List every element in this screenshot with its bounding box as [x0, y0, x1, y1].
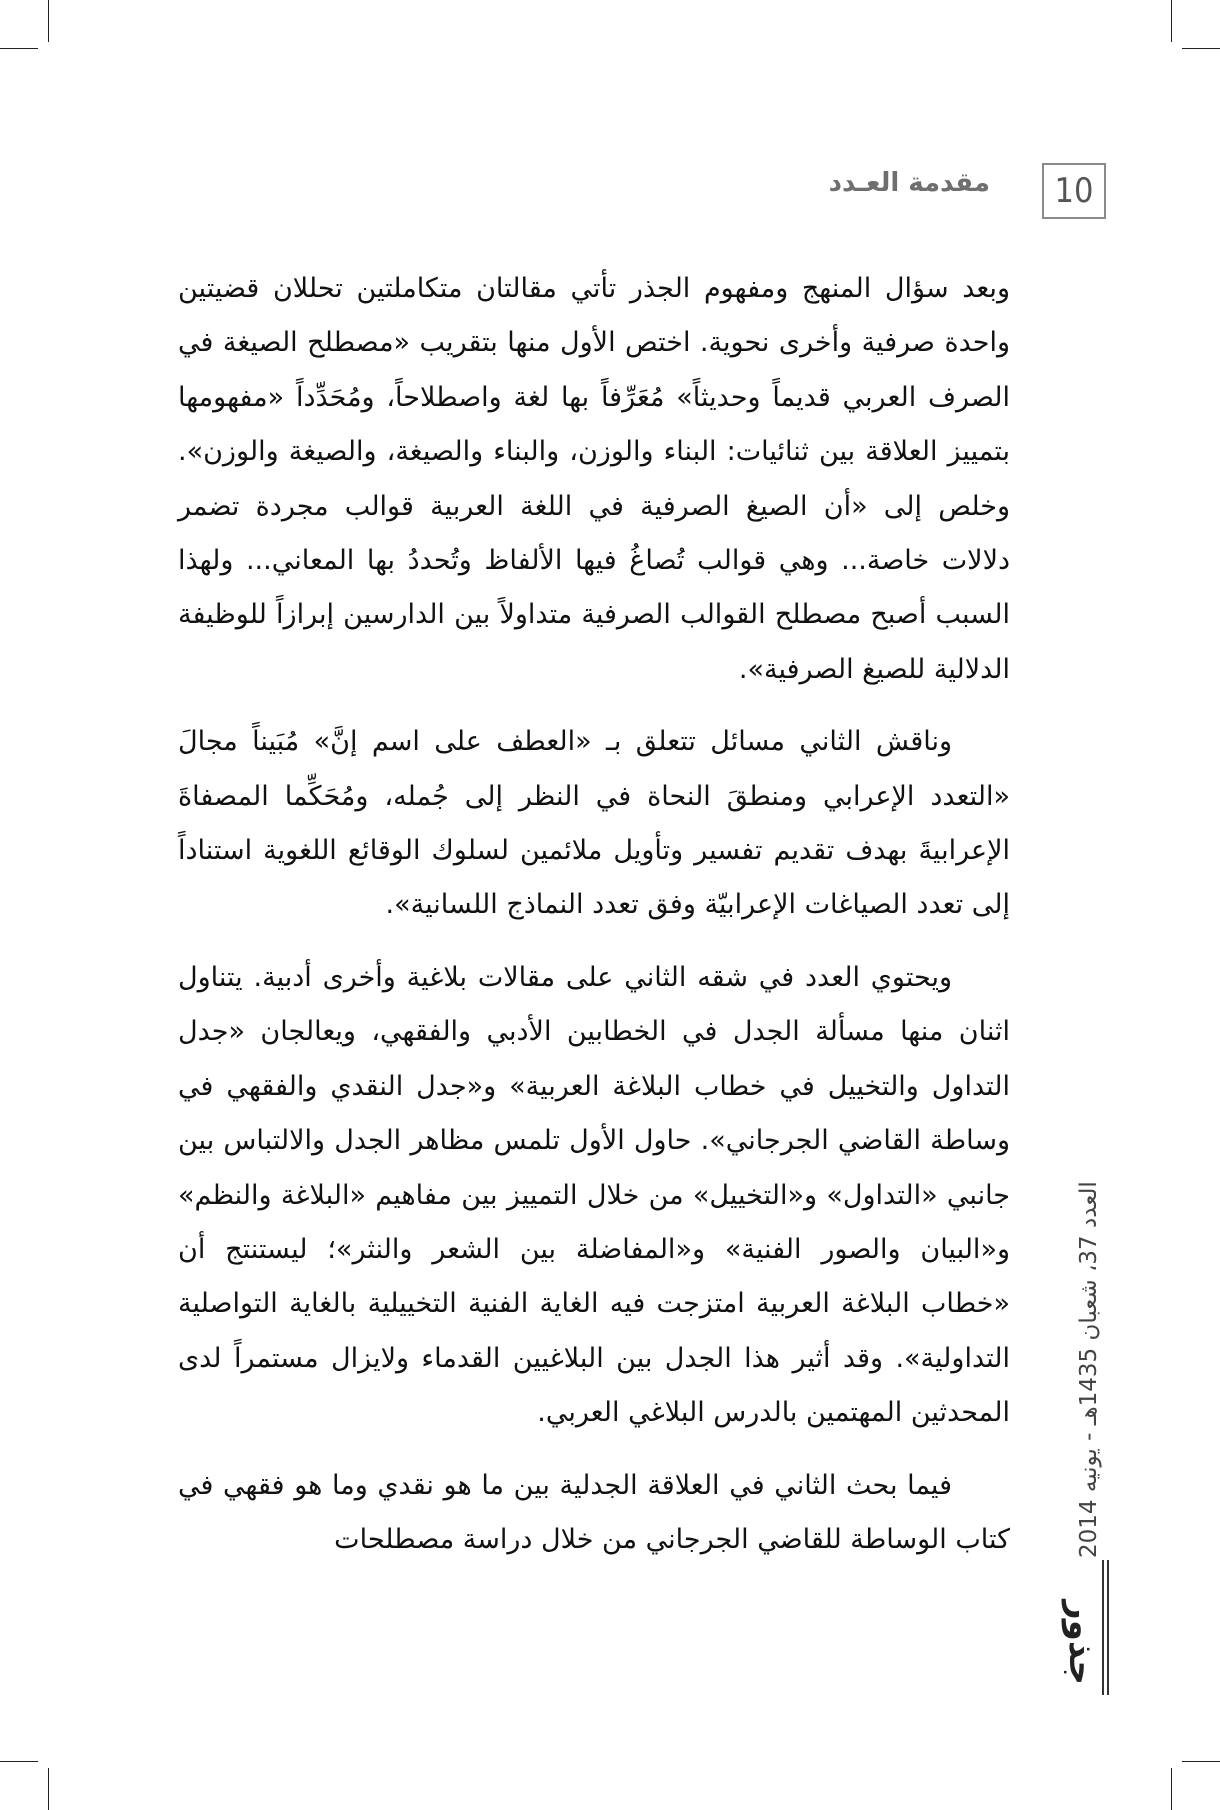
- crop-mark: [0, 1761, 38, 1762]
- article-body: [178, 262, 1010, 1585]
- divider: [1107, 1560, 1109, 1695]
- crop-mark: [1182, 48, 1220, 49]
- paragraph: وناقش الثاني مسائل تتعلق بـ «العطف على اسم إنَّ» مُبَيناً مجالَ «التعدد الإعرابي ومنطقَ النحاة في النظر إلى جُمله، ومُحَكِّما المصفاةَ الإعرابيةَ بهدف تقديم تفسير وتأويل ملائمين لسلوك الوقائع اللغوية استناداً إلى تعدد الصياغات الإعرابيّة وفق تعدد النماذج اللسانية».: [178, 726, 1010, 921]
- crop-mark: [1171, 0, 1172, 42]
- journal-logo: جذور: [1061, 1600, 1101, 1685]
- paragraph: ويحتوي العدد في شقه الثاني على مقالات بلاغية وأخرى أدبية. يتناول اثنان منها مسألة الجدل في الخطابين الأدبي والفقهي، ويعالجان «جدل التداول والتخييل في خطاب البلاغة العربية» و«جدل النقدي والفقهي في وساطة القاضي الجرجاني». حاول الأول تلمس مظاهر الجدل والالتباس بين جانبي «التداول» و«التخييل» من خلال التمييز بين مفاهيم «البلاغة والنظم» و«البيان والصور الفنية» و«المفاضلة بين الشعر والنثر»؛ ليستنتج أن «خطاب البلاغة العربية امتزجت فيه الغاية الفنية التخييلية بالغاية التواصلية التداولية». وقد أثير هذا الجدل بين البلاغيين القدماء ولايزال مستمراً لدى المحدثين المهتمين بالدرس البلاغي العربي.: [178, 961, 1010, 1429]
- page-number: 10: [1042, 163, 1106, 219]
- divider: [1102, 1560, 1104, 1695]
- crop-mark: [1171, 1768, 1172, 1810]
- issue-info: العدد 37، شعبان 1435هـ - يونيه 2014: [1076, 1181, 1102, 1558]
- section-title: مقدمة العـدد: [828, 168, 990, 198]
- paragraph: وبعد سؤال المنهج ومفهوم الجذر تأتي مقالتان متكاملتين تحللان قضيتين واحدة صرفية وأخرى نحوية. اختص الأول منها بتقريب «مصطلح الصيغة في الصرف العربي قديماً وحديثاً» مُعَرِّفاً بها لغة واصطلاحاً، ومُحَدِّداً «مفهومها بتمييز العلاقة بين ثنائيات: البناء والوزن، والبناء والصيغة، والصيغة والوزن». وخلص إلى «أن الصيغ الصرفية في اللغة العربية قوالب مجردة تضمر دلالات خاصة... وهي قوالب تُصاغُ فيها الألفاظ وتُحددُ بها المعاني... ولهذا السبب أصبح مصطلح القوالب الصرفية متداولاً بين الدارسين إبرازاً للوظيفة الدلالية للصيغ الصرفية».: [178, 273, 1010, 685]
- crop-mark: [48, 1768, 49, 1810]
- crop-mark: [48, 0, 49, 42]
- crop-mark: [1182, 1761, 1220, 1762]
- paragraph: فيما بحث الثاني في العلاقة الجدلية بين ما هو نقدي وما هو فقهي في كتاب الوساطة للقاضي الجرجاني من خلال دراسة مصطلحات: [178, 1469, 1010, 1555]
- crop-mark: [0, 48, 38, 49]
